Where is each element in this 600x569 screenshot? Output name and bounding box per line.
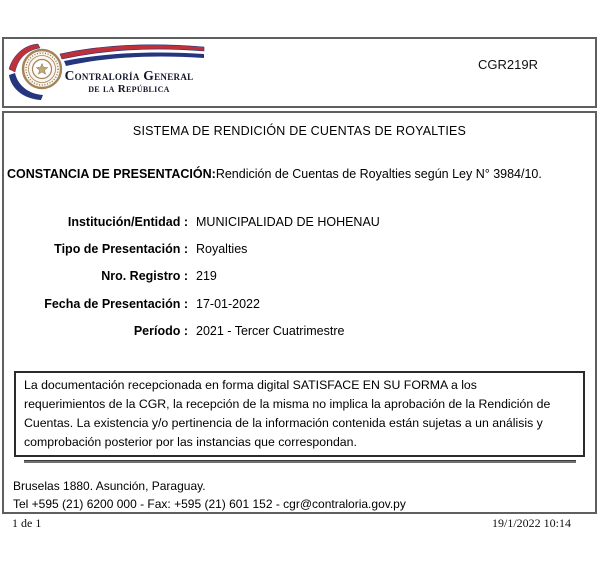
address-line2: Tel +595 (21) 6200 000 - Fax: +595 (21) 601 152 - cgr@contraloria.gov.py <box>13 497 406 511</box>
footer-separator-line <box>24 460 576 463</box>
notice-box <box>14 371 585 457</box>
system-title: SISTEMA DE RENDICIÓN DE CUENTAS DE ROYALTIES <box>132 124 467 138</box>
constancia-text: Rendición de Cuentas de Royalties según Ley N° 3984/10. <box>215 167 542 181</box>
field-row-nro-registro <box>4 263 595 290</box>
address-block <box>13 477 586 513</box>
field-row-periodo <box>4 318 595 345</box>
org-name-line1: Contraloría General <box>64 68 194 83</box>
print-footer <box>0 516 600 531</box>
field-value: 17-01-2022 <box>196 296 260 311</box>
report-code: CGR219R <box>478 57 538 72</box>
constancia-label: CONSTANCIA DE PRESENTACIÓN: <box>7 167 216 181</box>
field-value: 2021 - Tercer Cuatrimestre <box>196 324 345 339</box>
field-label: Institución/Entidad : <box>67 214 188 229</box>
header-box <box>2 37 597 108</box>
field-label: Tipo de Presentación : <box>54 242 188 257</box>
notice-line: Cuentas. La existencia y/o pertinencia de la información contenida están sujetas a un análisis y <box>24 416 543 430</box>
field-value: 219 <box>196 269 217 284</box>
field-label: Nro. Registro : <box>101 269 188 284</box>
fields-list <box>4 208 595 345</box>
field-value: MUNICIPALIDAD DE HOHENAU <box>196 214 380 229</box>
org-name-line2: de la República <box>88 83 170 95</box>
address-line1: Bruselas 1880. Asunción, Paraguay. <box>13 479 206 493</box>
notice-line: La documentación recepcionada en forma digital SATISFACE EN SU FORMA a los <box>24 378 477 392</box>
field-value: Royalties <box>196 242 248 257</box>
notice-line: requerimientos de la CGR, la recepción de la misma no implica la aprobación de la Rendición de <box>24 397 551 411</box>
constancia-line <box>7 167 592 181</box>
field-row-fecha-presentacion <box>4 290 595 317</box>
field-row-tipo-presentacion <box>4 235 595 262</box>
page-number: 1 de 1 <box>12 516 42 530</box>
main-content-box <box>2 111 597 514</box>
field-label: Fecha de Presentación : <box>44 296 188 311</box>
field-row-institucion <box>4 208 595 235</box>
print-datetime: 19/1/2022 10:14 <box>491 516 571 530</box>
field-label: Período : <box>133 324 188 339</box>
notice-line: comprobación posterior por las instancias que correspondan. <box>24 435 357 449</box>
cgr-logo <box>6 41 216 103</box>
org-name <box>58 69 200 95</box>
